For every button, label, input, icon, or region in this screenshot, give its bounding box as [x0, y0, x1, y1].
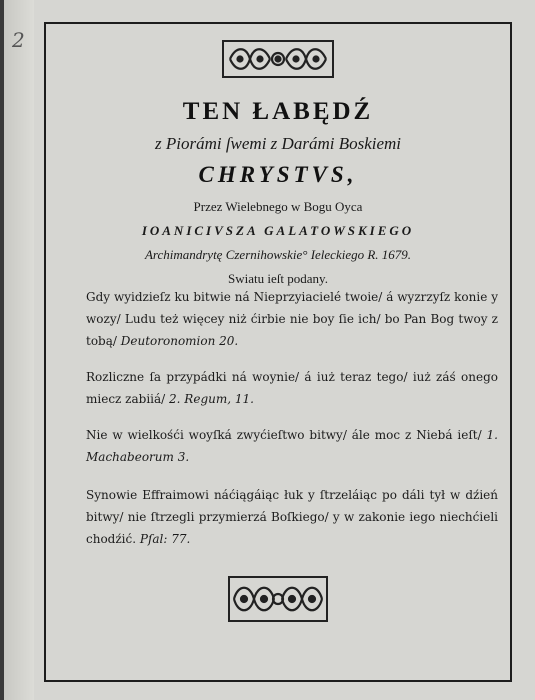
given-line: Swiatu ieſt podany. [228, 271, 328, 286]
verse-reference: 1. Machabeorum 3. [86, 428, 498, 464]
subtitle: z Piorámi ſwemi z Darámi Boskiemi [154, 134, 402, 153]
top-ornament-icon [222, 40, 334, 78]
author-office: Archimandrytę Czernihowskie° Ieleckiego R. 1679. [144, 247, 412, 262]
margin-page-mark: 2 [12, 28, 25, 52]
verse-block [86, 366, 498, 410]
verse-text: Nie w wielkośći woyſká zwyćieſtwo bitwy/ ále moc z Niebá ieſt/ [86, 428, 482, 442]
verse-reference: Pſal: 77. [139, 532, 191, 546]
verse-text: Gdy wyidzieſz ku bitwie ná Nieprzyiacielé twoie/ á wyzrzyſz konie y wozy/ Ludu też więcey niż ćirbie nie boy ſie ich/ bo Pan Bog twoy z tobą/ [86, 290, 498, 348]
verse-reference: Deutoronomion 20. [120, 334, 239, 348]
text-frame [44, 22, 512, 682]
page-title: TEN ŁABĘDŹ [182, 98, 374, 125]
verse-text: Synowie Effraimowi náćiągáiąc łuk y ſtrzeláiąc po dáli tył w dźień bitwy/ nie ſtrzegli przymierzá Boſkiego/ y w zakonie iego niechćieli chodźić. [86, 488, 498, 546]
verse-reference: 2. Regum, 11. [169, 392, 254, 406]
bottom-ornament-icon [228, 576, 328, 622]
book-page [4, 0, 535, 700]
verse-text: Rozliczne ſa przypádki ná woynie/ á iuż teraz tego/ iuż záś onego miecz zabiiá/ [86, 370, 498, 406]
verse-block [86, 424, 498, 468]
page-gutter [4, 0, 34, 700]
christ-name: CHRYSTVS, [198, 162, 358, 187]
verse-block [86, 286, 498, 352]
author-name: IOANICIVSZA GALATOWSKIEGO [141, 223, 415, 238]
by-line: Przez Wielebnego w Bogu Oyca [193, 199, 363, 214]
verse-block [86, 484, 498, 550]
